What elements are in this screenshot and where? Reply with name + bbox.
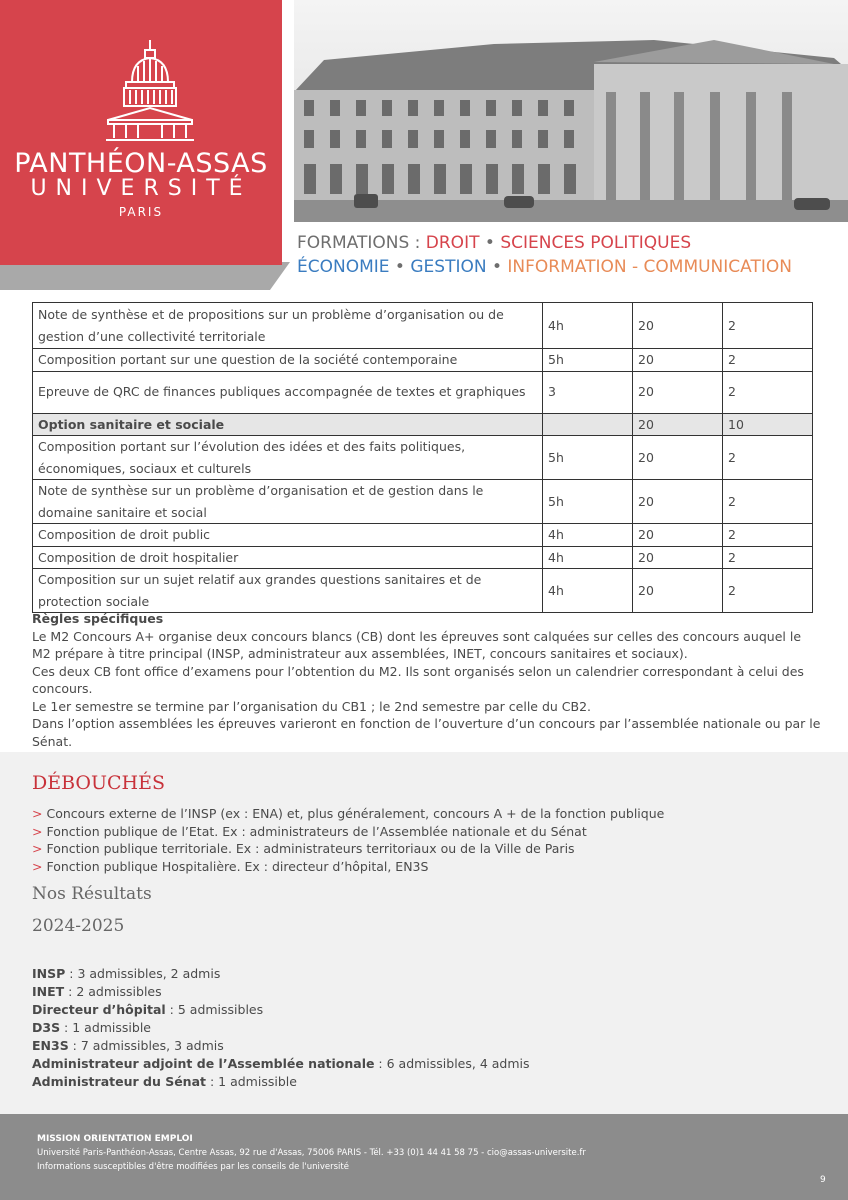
list-item	[32, 823, 664, 841]
rules-paragraph: Le 1er semestre se termine par l’organisation du CB1 ; le 2nd semestre par celle du CB2.	[32, 698, 592, 714]
chevron-right-icon: >	[32, 823, 43, 839]
resultat-value: : 7 admissibles, 3 admis	[68, 1038, 224, 1053]
epreuve-cell: Epreuve de QRC de finances publiques accompagnée de textes et graphiques	[33, 371, 543, 413]
duree-cell: 5h	[543, 349, 633, 372]
epreuves-table	[32, 302, 813, 613]
coef-cell: 2	[723, 524, 813, 547]
resultat-label: INET	[32, 984, 65, 999]
list-item	[32, 805, 664, 823]
debouches-list	[32, 805, 664, 875]
table-row	[33, 303, 813, 349]
rules-title: Règles spécifiques	[32, 611, 164, 626]
note-cell: 20	[633, 303, 723, 349]
formation-gestion: GESTION	[410, 257, 487, 277]
coef-cell: 2	[723, 303, 813, 349]
table-row	[33, 569, 813, 613]
duree-cell: 4h	[543, 569, 633, 613]
duree-cell: 5h	[543, 436, 633, 480]
coef-cell: 2	[723, 480, 813, 524]
formation-information-communication: INFORMATION - COMMUNICATION	[507, 257, 792, 277]
chevron-right-icon: >	[32, 841, 43, 856]
formation-sciences-politiques: SCIENCES POLITIQUES	[500, 233, 692, 253]
formations-label: FORMATIONS :	[297, 233, 426, 253]
university-logo-panel	[0, 0, 282, 265]
debouche-text: Fonction publique territoriale. Ex : administrateurs territoriaux ou de la Ville de Paris	[46, 841, 575, 856]
chevron-right-icon: >	[32, 858, 43, 874]
resultat-value: : 2 admissibles	[64, 984, 162, 999]
logo-name-line1: PANTHÉON-ASSAS	[14, 148, 268, 179]
debouche-text: Fonction publique de l’Etat. Ex : administrateurs de l’Assemblée nationale et du Sénat	[46, 823, 587, 839]
list-item	[32, 1073, 530, 1091]
resultats-title: Nos Résultats	[32, 884, 152, 904]
list-item	[32, 1001, 530, 1019]
duree-cell: 4h	[543, 303, 633, 349]
separator: •	[389, 257, 411, 277]
coef-cell: 2	[723, 436, 813, 480]
list-item	[32, 1037, 530, 1055]
duree-cell: 4h	[543, 546, 633, 569]
resultat-value: : 1 admissible	[60, 1020, 152, 1035]
logo-name-line2: UNIVERSITÉ	[30, 176, 252, 201]
formations-banner	[297, 231, 792, 279]
note-cell: 20	[633, 569, 723, 613]
rules-paragraph: Le M2 Concours A+ organise deux concours blancs (CB) dont les épreuves sont calquées sur celles des concours auquel le M2 prépare à titre principal (INSP, administrateur aux assemblées, INET, concours sanitaires et sociaux).	[32, 628, 802, 661]
resultat-label: Directeur d’hôpital	[32, 1002, 166, 1017]
list-item	[32, 983, 530, 1001]
logo-name-line3: PARIS	[118, 205, 164, 219]
table-row	[33, 371, 813, 413]
epreuve-cell: Note de synthèse sur un problème d’organisation et de gestion dans le domaine sanitaire et social	[33, 480, 543, 524]
resultat-value: : 6 admissibles, 4 admis	[374, 1056, 530, 1071]
coef-cell: 2	[723, 349, 813, 372]
epreuve-cell: Composition de droit hospitalier	[33, 546, 543, 569]
table-row	[33, 436, 813, 480]
note-cell: 20	[633, 480, 723, 524]
coef-cell: 2	[723, 569, 813, 613]
epreuve-cell: Composition de droit public	[33, 524, 543, 547]
table-row	[33, 524, 813, 547]
duree-cell	[543, 413, 633, 436]
list-item	[32, 1055, 530, 1073]
list-item	[32, 965, 530, 983]
epreuve-cell: Composition sur un sujet relatif aux grandes questions sanitaires et de protection sociale	[33, 569, 543, 613]
list-item	[32, 1019, 530, 1037]
debouche-text: Fonction publique Hospitalière. Ex : directeur d’hôpital, EN3S	[46, 858, 429, 874]
resultat-label: EN3S	[32, 1038, 69, 1053]
duree-cell: 4h	[543, 524, 633, 547]
list-item	[32, 840, 664, 858]
chevron-right-icon: >	[32, 806, 43, 821]
debouches-title: DÉBOUCHÉS	[32, 772, 165, 794]
resultat-value: : 5 admissibles	[165, 1002, 264, 1017]
coef-cell: 10	[723, 413, 813, 436]
page-number: 9	[820, 1175, 826, 1185]
resultat-label: D3S	[32, 1020, 61, 1035]
duree-cell: 3	[543, 371, 633, 413]
note-cell: 20	[633, 349, 723, 372]
building-photo	[294, 0, 848, 222]
epreuve-cell: Composition portant sur une question de la société contemporaine	[33, 349, 543, 372]
note-cell: 20	[633, 371, 723, 413]
page-header	[0, 0, 848, 300]
resultat-value: : 3 admissibles, 2 admis	[65, 966, 221, 981]
table-row-option-header	[33, 413, 813, 436]
resultat-label: Administrateur du Sénat	[32, 1074, 206, 1089]
footer-title: MISSION ORIENTATION EMPLOI	[37, 1134, 193, 1144]
note-cell: 20	[633, 524, 723, 547]
note-cell: 20	[633, 436, 723, 480]
resultats-list	[32, 965, 530, 1091]
rules-paragraph: Dans l’option assemblées les épreuves varieront en fonction de l’ouverture d’un concours par l’assemblée nationale ou par le Sénat.	[32, 716, 821, 749]
note-cell: 20	[633, 413, 723, 436]
footer-address: Université Paris-Panthéon-Assas, Centre Assas, 92 rue d'Assas, 75006 PARIS - Tél. +33 (0)1 44 41 58 75 - cio@assas-universite.fr	[37, 1148, 586, 1158]
option-title-cell: Option sanitaire et sociale	[33, 413, 543, 436]
coef-cell: 2	[723, 546, 813, 569]
resultats-year: 2024-2025	[32, 916, 125, 936]
separator: •	[486, 257, 508, 277]
resultat-label: Administrateur adjoint de l’Assemblée nationale	[32, 1056, 375, 1071]
table-row	[33, 349, 813, 372]
resultat-label: INSP	[32, 966, 66, 981]
note-cell: 20	[633, 546, 723, 569]
list-item	[32, 858, 664, 876]
pantheon-dome-icon	[104, 38, 196, 142]
table-row	[33, 546, 813, 569]
formation-droit: DROIT	[425, 233, 480, 253]
formation-economie: ÉCONOMIE	[297, 257, 390, 277]
regles-specifiques	[32, 610, 822, 750]
separator: •	[479, 233, 501, 253]
rules-paragraph: Ces deux CB font office d’examens pour l’obtention du M2. Ils sont organisés selon un calendrier correspondant à celui des concours.	[32, 663, 804, 696]
epreuve-cell: Note de synthèse et de propositions sur un problème d’organisation ou de gestion d’une collectivité territoriale	[33, 303, 543, 349]
coef-cell: 2	[723, 371, 813, 413]
footer-disclaimer: Informations susceptibles d'être modifiées par les conseils de l'université	[37, 1162, 349, 1172]
duree-cell: 5h	[543, 480, 633, 524]
epreuve-cell: Composition portant sur l’évolution des idées et des faits politiques, économiques, sociaux et culturels	[33, 436, 543, 480]
table-row	[33, 480, 813, 524]
resultat-value: : 1 admissible	[206, 1074, 297, 1089]
debouche-text: Concours externe de l’INSP (ex : ENA) et, plus généralement, concours A + de la fonction publique	[46, 806, 665, 821]
